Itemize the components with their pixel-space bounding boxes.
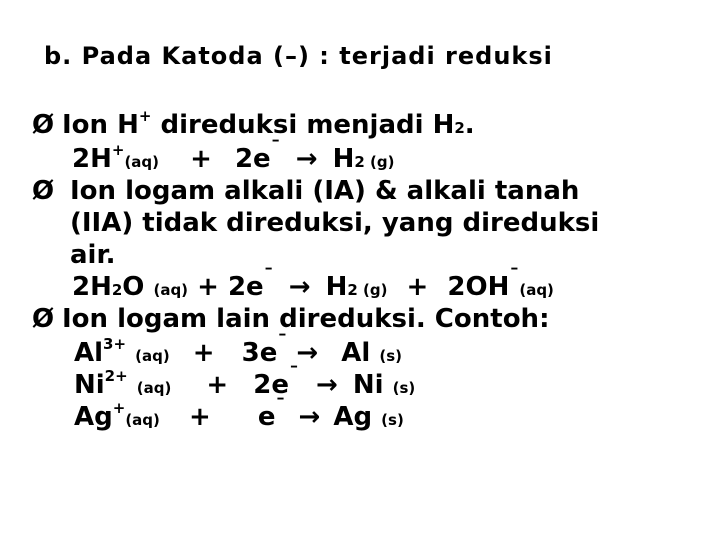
- eq1-product-sub: 2 (g): [354, 153, 395, 171]
- item1-equation: [72, 136, 395, 174]
- slide-title: b. Pada Katoda (–) : terjadi reduksi: [44, 42, 553, 70]
- eq2-reactant: 2H: [72, 272, 112, 302]
- eq5-electron-charge: ¯: [275, 394, 286, 418]
- eq5-ion-state: (aq): [125, 411, 160, 429]
- eq3-plus: +: [192, 338, 215, 368]
- eq2-electron-charge: ¯: [263, 264, 274, 288]
- eq4-product: Ni: [352, 370, 384, 400]
- item3-line1: Ion logam lain direduksi. Contoh:: [62, 304, 550, 334]
- eq4-ion: Ni: [74, 370, 105, 400]
- eq3-arrow: →: [296, 338, 319, 368]
- eq1-electron-charge: ¯: [270, 136, 281, 160]
- eq1-reactant: 2H: [72, 144, 112, 174]
- eq4-plus: +: [206, 370, 229, 400]
- eq1-product: H: [332, 144, 355, 174]
- eq3-electron-charge: ¯: [277, 330, 288, 354]
- item3-equation-ni: [74, 362, 416, 400]
- item1-sub-b: 2: [454, 119, 465, 137]
- eq1-arrow: →: [295, 144, 318, 174]
- item2-line2: (IIA) tidak direduksi, yang direduksi: [70, 208, 600, 238]
- eq1-reactant-state: (aq): [124, 153, 160, 171]
- eq5-product: Ag: [333, 402, 373, 432]
- eq5-arrow: →: [298, 402, 321, 432]
- eq3-ion: Al: [74, 338, 104, 368]
- eq4-arrow: →: [316, 370, 338, 400]
- eq5-product-state: (s): [381, 411, 404, 429]
- item2-equation: [72, 264, 554, 302]
- eq1-reactant-charge: +: [111, 141, 125, 159]
- eq4-electron-charge: ¯: [288, 362, 299, 386]
- eq3-ion-state: (aq): [135, 347, 170, 365]
- eq3-electron: 3e: [241, 338, 278, 368]
- eq5-ion-charge: +: [112, 399, 126, 417]
- item2-line1: Ion logam alkali (IA) & alkali tanah: [70, 176, 580, 206]
- item1-sup-a: +: [138, 107, 152, 125]
- eq3-product-state: (s): [379, 347, 403, 365]
- eq2-hydroxide-charge: ¯: [509, 264, 520, 288]
- eq2-plus-electron: + 2e: [197, 272, 264, 302]
- eq4-electron: 2e: [253, 370, 289, 400]
- eq3-ion-charge: 3+: [103, 335, 127, 353]
- eq2-product-sub: 2 (g): [347, 281, 388, 299]
- bullet-arrow-icon: Ø: [32, 110, 55, 140]
- eq2-reactant-o: O: [122, 272, 145, 302]
- eq5-plus: +: [188, 402, 211, 432]
- eq2-hydroxide: 2OH: [447, 272, 510, 302]
- eq5-ion: Ag: [74, 402, 113, 432]
- eq4-ion-charge: 2+: [104, 367, 128, 385]
- eq2-product: H: [325, 272, 348, 302]
- eq2-reactant-state: (aq): [153, 281, 189, 299]
- eq2-plus: +: [406, 272, 429, 302]
- eq3-product: Al: [341, 338, 371, 368]
- eq2-hydroxide-state: (aq): [519, 281, 554, 299]
- item3-equation-ag: [74, 394, 404, 432]
- eq2-arrow: →: [288, 272, 311, 302]
- eq1-electron: 2e: [234, 144, 271, 174]
- eq4-product-state: (s): [392, 379, 416, 397]
- eq1-plus: +: [190, 144, 212, 174]
- bullet-arrow-icon: Ø: [32, 304, 55, 334]
- item1-text-c: .: [464, 110, 475, 140]
- bullet-arrow-icon: Ø: [32, 176, 55, 206]
- item1-text-b: direduksi menjadi H: [151, 110, 455, 140]
- item1-text-a: Ion H: [62, 110, 139, 140]
- item1-heading: [62, 107, 475, 140]
- item3-equation-al: [74, 330, 403, 368]
- eq5-electron: e: [257, 402, 276, 432]
- item2-line3: air.: [70, 240, 116, 270]
- eq4-ion-state: (aq): [136, 379, 172, 397]
- eq2-reactant-sub: 2: [111, 281, 123, 299]
